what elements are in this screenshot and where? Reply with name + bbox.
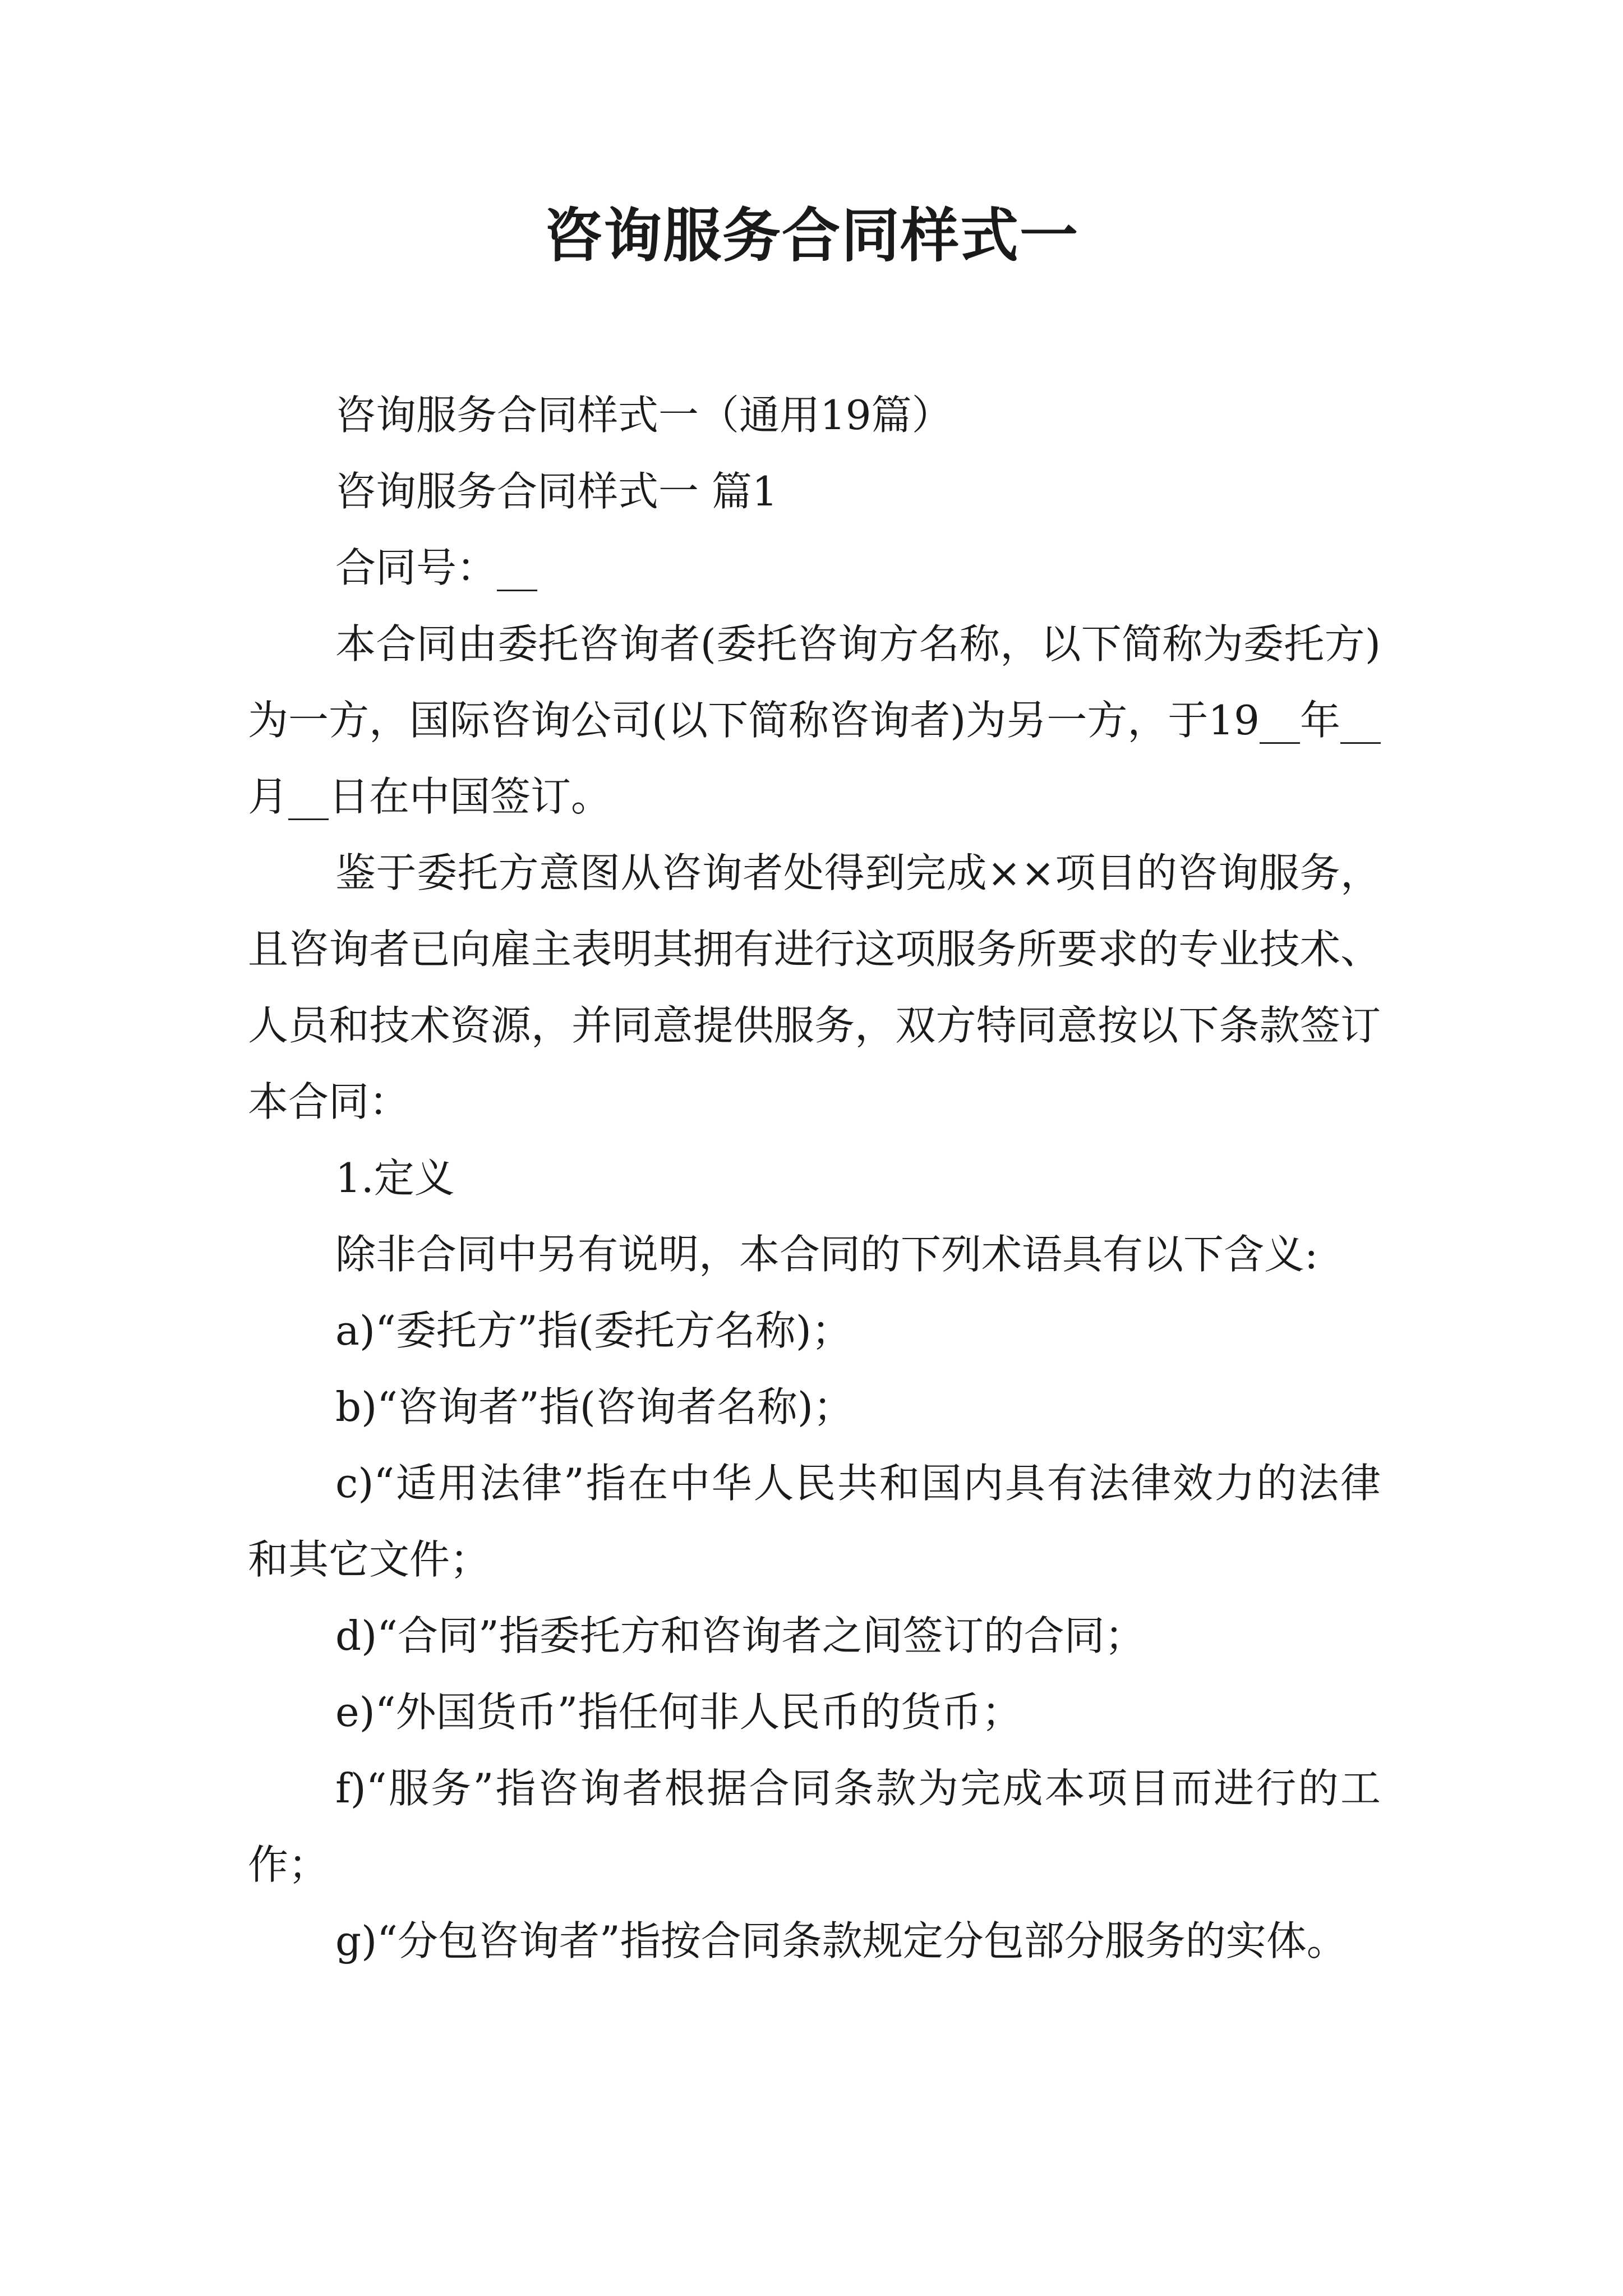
definition-item-a: a)“委托方”指(委托方名称)； — [335, 1307, 852, 1354]
definition-item-d: d)“合同”指委托方和咨询者之间签订的合同； — [335, 1612, 1145, 1659]
recital-paragraph: 鉴于委托方意图从咨询者处得到完成××项目的咨询服务，且咨询者已向雇主表明其拥有进行这项服务所要求的专业技术、人员和技术资源，并同意提供服务，双方特同意按以下条款签订本合同： — [248, 849, 1381, 1125]
definition-item-b: b)“咨询者”指(咨询者名称)； — [335, 1383, 854, 1430]
section-heading-paragraph: 咨询服务合同样式一 篇1 — [335, 468, 778, 515]
contract-number-paragraph: 合同号：__ — [335, 544, 538, 591]
definitions-heading: 1.定义 — [335, 1154, 455, 1202]
document-title: 咨询服务合同样式一 — [543, 201, 1079, 270]
parties-paragraph: 本合同由委托咨询者(委托咨询方名称，以下简称为委托方)为一方，国际咨询公司(以下简称咨询者)为另一方，于19__年__月__日在中国签订。 — [248, 620, 1381, 820]
definition-item-g: g)“分包咨询者”指按合同条款规定分包部分服务的实体。 — [335, 1917, 1347, 1964]
definition-item-c: c)“适用法律”指在中华人民共和国内具有法律效力的法律和其它文件； — [248, 1460, 1381, 1583]
definition-item-e: e)“外国货币”指任何非人民币的货币； — [335, 1688, 1022, 1736]
subtitle-paragraph: 咨询服务合同样式一（通用19篇） — [335, 392, 952, 439]
document-body — [248, 377, 1381, 1979]
definitions-intro: 除非合同中另有说明，本合同的下列术语具有以下含义: — [335, 1231, 1318, 1278]
definition-item-f: f)“服务”指咨询者根据合同条款为完成本项目而进行的工作； — [248, 1765, 1381, 1888]
